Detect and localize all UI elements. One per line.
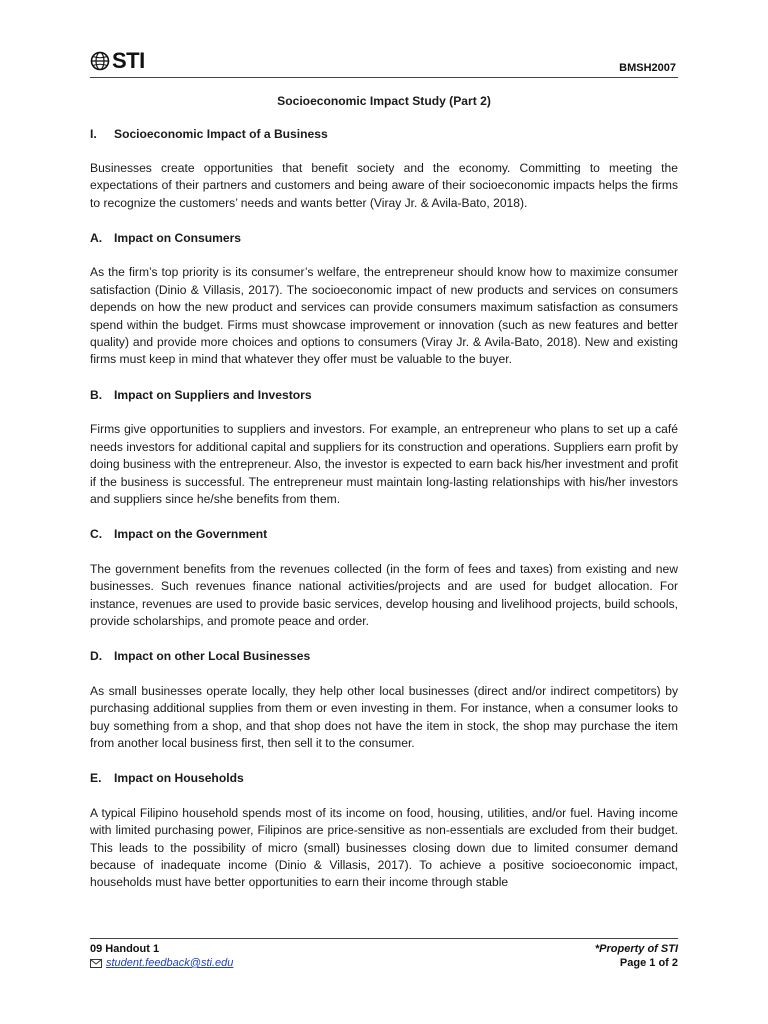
email-row bbox=[90, 956, 233, 970]
section-number: I. bbox=[90, 127, 97, 142]
sti-logo bbox=[90, 50, 145, 72]
subsection-letter: C. bbox=[90, 527, 103, 542]
document-body bbox=[90, 93, 678, 910]
subsection-heading-suppliers bbox=[90, 387, 678, 404]
section-intro-paragraph: Businesses create opportunities that benefit society and the economy. Committing to meeting the expectations of their partners and customers and being aware of their socioeconomic impacts helps the firms to recognize the customers’ needs and wants better (Viray Jr. & Avila-Bato, 2018). bbox=[90, 160, 678, 210]
handout-label: 09 Handout 1 bbox=[90, 943, 160, 955]
subsection-letter: E. bbox=[90, 771, 102, 786]
subsection-title: Impact on Households bbox=[114, 771, 244, 786]
subsection-title: Impact on the Government bbox=[114, 527, 268, 542]
subsection-letter: A. bbox=[90, 231, 103, 246]
subsection-heading-consumers bbox=[90, 230, 678, 247]
footer-left bbox=[90, 942, 233, 970]
subsection-paragraph-suppliers: Firms give opportunities to suppliers and investors. For example, an entrepreneur who plans to set up a café needs investors for additional capital and suppliers for its construction and operations. Suppliers earn profit by doing business with the entrepreneur. Also, the investor is expected to earn back his/her investment and profit if the business is successful. The entrepreneur must maintain long-lasting relationships with his/her investors and suppliers since he/she benefits from them. bbox=[90, 422, 678, 506]
section-title: Socioeconomic Impact of a Business bbox=[114, 127, 328, 142]
subsection-title: Impact on Suppliers and Investors bbox=[114, 387, 312, 402]
subsection-heading-government bbox=[90, 526, 678, 543]
header-divider bbox=[90, 77, 678, 78]
subsection-title: Impact on Consumers bbox=[114, 231, 242, 246]
footer-divider bbox=[90, 938, 678, 939]
subsection-title: Impact on other Local Businesses bbox=[114, 649, 311, 664]
property-notice: *Property of STI bbox=[594, 943, 678, 955]
subsection-paragraph-consumers: As the firm’s top priority is its consumer’s welfare, the entrepreneur should know how to maximize consumer satisfaction (Dinio & Villasis, 2017). The socioeconomic impact of new products and services on consumers depends on how the new product and services can provide consumers maximum satisfaction as consumers spend within the budget. Firms must showcase improvement or innovation (such as new features and better quality) and provide more choices and options to consumers (Viray Jr. & Avila-Bato, 2018). New and existing firms must keep in mind that whatever they offer must be valuable to the buyer. bbox=[90, 265, 678, 367]
subsection-paragraph-households: A typical Filipino household spends most of its income on food, housing, utilities, and/or fuel. Having income with limited purchasing power, Filipinos are price-sensitive as non-essentials are excluded from their budget. This leads to the possibility of micro (small) businesses closing down due to limited consumer demand because of inadequate income (Dinio & Villasis, 2017). To achieve a positive socioeconomic impact, households must have better opportunities to earn their income through stable bbox=[90, 805, 678, 890]
section-heading bbox=[90, 126, 678, 143]
feedback-email-link[interactable]: student.feedback@sti.edu bbox=[106, 957, 234, 969]
envelope-icon bbox=[90, 959, 102, 968]
subsection-paragraph-local-businesses: As small businesses operate locally, they help other local businesses (direct and/or indirect competitors) by purchasing additional supplies from them or even investing in them. For instance, when a consumer looks to buy something from a shop, and that shop does not have the item in stock, the shop may purchase the item from another local business first, then sell it to the consumer. bbox=[90, 683, 678, 750]
footer-right bbox=[595, 942, 678, 970]
subsection-paragraph-government: The government benefits from the revenues collected (in the form of fees and taxes) from existing and new businesses. Such revenues finance national activities/projects and are used for budget allocation. For instance, revenues are used to provide basic services, develop housing and livelihood projects, build schools, provide scholarships, and promote peace and order. bbox=[90, 561, 678, 628]
globe-icon bbox=[90, 51, 110, 71]
logo-text: STI bbox=[112, 48, 145, 73]
subsection-letter: B. bbox=[90, 387, 103, 402]
document-code: BMSH2007 bbox=[619, 62, 676, 74]
subsection-heading-local-businesses bbox=[90, 648, 678, 665]
document-title: Socioeconomic Impact Study (Part 2) bbox=[277, 94, 491, 108]
subsection-letter: D. bbox=[90, 649, 103, 664]
page-number: Page 1 of 2 bbox=[619, 957, 678, 969]
subsection-heading-households bbox=[90, 770, 678, 787]
